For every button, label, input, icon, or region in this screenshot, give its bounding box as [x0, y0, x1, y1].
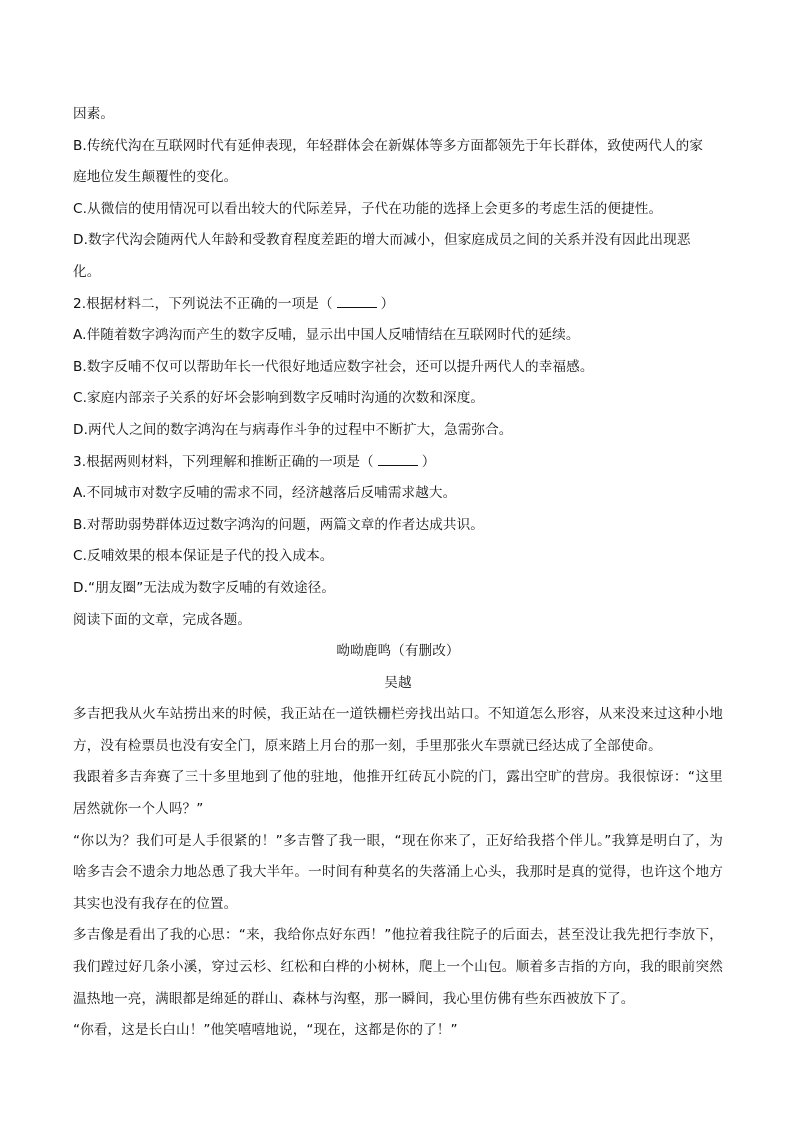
- question-3: [73, 447, 723, 479]
- answer-blank-2[interactable]: [337, 293, 377, 308]
- question-3-close: ）: [421, 453, 436, 470]
- option-b-q1: B.传统代沟在互联网时代有延伸表现，年轻群体会在新媒体等多方面都领先于年长群体，致使两代人的家: [73, 137, 704, 154]
- article-paragraph-3: “你以为？我们可是人手很紧的！”多吉瞥了我一眼，“现在你来了，正好给我搭个伴儿。”我算是明白了，为啥多吉会不遗余力地怂恿了我大半年。一时间有种莫名的失落涌上心头，我那时是真的觉得，也许这个地方其实也没有我存在的位置。: [73, 832, 723, 912]
- option-c-q2: C.家庭内部亲子关系的好坏会影响到数字反哺时沟通的次数和深度。: [73, 390, 485, 407]
- document-page: [73, 99, 723, 1047]
- option-c-q1: C.从微信的使用情况可以看出较大的代际差异，子代在功能的选择上会更多的考虑生活的便捷性。: [73, 200, 663, 217]
- text-line: 化。: [73, 263, 101, 280]
- option-a-q2: A.伴随着数字鸿沟而产生的数字反哺，显示出中国人反哺情结在互联网时代的延续。: [73, 327, 580, 344]
- question-2-text: 2.根据材料二，下列说法不正确的一项是（: [73, 295, 333, 312]
- option-b-q2: B.数字反哺不仅可以帮助年长一代很好地适应数字社会，还可以提升两代人的幸福感。: [73, 358, 594, 375]
- article-title: 呦呦鹿鸣（有删改）: [336, 643, 460, 660]
- article-author: 吴越: [384, 674, 412, 691]
- article-paragraph-2: 我跟着多吉奔赛了三十多里地到了他的驻地，他推开红砖瓦小院的门，露出空旷的营房。我很惊讶：“这里居然就你一个人吗？”: [73, 769, 723, 818]
- question-2: [73, 289, 723, 321]
- option-b-q3: B.对帮助弱势群体迈过数字鸿沟的问题，两篇文章的作者达成共识。: [73, 516, 484, 533]
- option-d-q3: D.“朋友圈”无法成为数字反哺的有效途径。: [73, 579, 336, 596]
- answer-blank-3[interactable]: [378, 451, 418, 466]
- article-paragraph-1: 多吉把我从火车站捞出来的时候，我正站在一道铁栅栏旁找出站口。不知道怎么形容，从来没来过这种小地方，没有检票员也没有安全门，原来踏上月台的那一刻，手里那张火车票就已经达成了全部使命。: [73, 706, 723, 754]
- article-paragraph-4: 多吉像是看出了我的心思：“来，我给你点好东西！”他拉着我往院子的后面去，甚至没让我先把行李放下，我们蹚过好几条小溪，穿过云杉、红松和白桦的小树林，爬上一个山包。顺着多吉指的方向，我的眼前突然温热地一亮，满眼都是绵延的群山、森林与沟壑，那一瞬间，我心里仿佛有些东西被放下了。: [73, 927, 723, 1007]
- text-line: 因素。: [73, 106, 115, 122]
- option-a-q3: A.不同城市对数字反哺的需求不同，经济越落后反哺需求越大。: [73, 485, 457, 502]
- article-paragraph-5: “你看，这是长白山！”他笑嘻嘻地说，“现在，这都是你的了！”: [73, 1022, 458, 1039]
- reading-instruction: 阅读下面的文章，完成各题。: [73, 611, 252, 628]
- option-d-q2: D.两代人之间的数字鸿沟在与病毒作斗争的过程中不断扩大，急需弥合。: [73, 421, 513, 438]
- text-line: 庭地位发生颠覆性的变化。: [73, 169, 238, 186]
- option-c-q3: C.反哺效果的根本保证是子代的投入成本。: [73, 548, 334, 565]
- question-2-close: ）: [380, 295, 395, 312]
- question-3-text: 3.根据两则材料，下列理解和推断正确的一项是（: [73, 453, 374, 470]
- option-d-q1: D.数字代沟会随两代人年龄和受教育程度差距的增大而减小，但家庭成员之间的关系并没有因此出现恶: [73, 232, 691, 249]
